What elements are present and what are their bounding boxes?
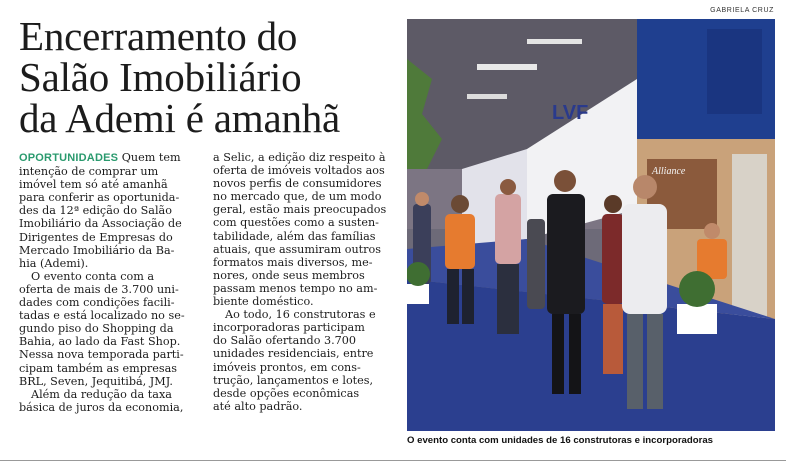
col2-line: até alto padrão. (213, 399, 303, 413)
col1-line: Imobiliário da Associação de (19, 217, 182, 231)
paragraph-1 (19, 151, 202, 270)
col1-line: Quem tem (121, 151, 181, 164)
photo-caption: O evento conta com unidades de 16 construtoras e incorporadoras (407, 435, 714, 446)
kicker: OPORTUNIDADES (19, 152, 119, 164)
col2-line: a Selic, a edição diz respeito à (213, 151, 386, 164)
article-column-1 (19, 151, 202, 414)
col1-line: hia (Ademi). (19, 256, 89, 270)
col1-line: tadas e está localizado no se- (19, 309, 185, 323)
col1-line: para conferir as oportunida- (19, 191, 180, 205)
col2-line: imóveis prontos, em cons- (213, 360, 361, 374)
paragraph-5 (213, 308, 399, 413)
col1-line: intenção de comprar um (19, 165, 159, 179)
col2-line: biente doméstico. (213, 295, 314, 309)
col1-line: Mercado Imobiliário da Ba- (19, 243, 175, 257)
event-photo (407, 19, 775, 431)
col1-line: imóvel tem só até amanhã (19, 178, 168, 192)
col1-line: oferta de mais de 3.700 uni- (19, 282, 179, 296)
ceiling-light (467, 94, 507, 99)
paragraph-2 (19, 270, 202, 388)
ceiling-light (527, 39, 582, 44)
col1-line: Bahia, ao lado da Fast Shop. (19, 335, 181, 349)
photo-illustration (407, 19, 775, 431)
col2-line: do Salão ofertando 3.700 (213, 334, 357, 348)
plant-left (407, 262, 430, 286)
col1-line: dades com condições facili- (19, 296, 175, 310)
article-column-2 (213, 151, 399, 413)
col2-line: novos perfis de consumidores (213, 177, 382, 191)
planter (677, 304, 717, 334)
col2-line: desde opções econômicas (213, 386, 360, 400)
col2-line: nores, onde seus membros (213, 268, 365, 282)
col2-line: Ao todo, 16 construtoras e (225, 308, 376, 322)
ceiling-light (477, 64, 537, 70)
bottom-rule (0, 460, 786, 461)
col1-line: Nessa nova temporada parti- (19, 348, 184, 362)
col2-line: com questões como a susten- (213, 216, 379, 230)
col1-line: cipam também as empresas (19, 361, 178, 375)
booth-sign: Alliance (652, 166, 686, 177)
headline-line-3: da Ademi é amanhã (19, 95, 341, 141)
col1-line: Dirigentes de Empresas do (19, 230, 173, 244)
col2-line: passam menos tempo no am- (213, 281, 378, 295)
col1-line: des da 12ª edição do Salão (19, 204, 172, 218)
col2-line: trução, lançamentos e lotes, (213, 373, 374, 387)
headline-line-2: Salão Imobiliário (19, 54, 302, 100)
booth-logo: LVF (552, 102, 589, 124)
col2-line: no mercado que, de um modo (213, 190, 382, 204)
col2-line: unidades residenciais, entre (213, 347, 374, 361)
col1-line: gundo piso do Shopping da (19, 322, 174, 336)
paragraph-3 (19, 388, 202, 414)
col1-line: Além da redução da taxa (31, 387, 172, 401)
col2-line: formatos mais diversos, me- (213, 255, 373, 269)
headline (19, 13, 399, 141)
paragraph-4 (213, 151, 399, 308)
col2-line: oferta de imóveis voltados aos (213, 164, 385, 178)
plant (679, 271, 715, 307)
col2-line: geral, estão mais preocupados (213, 203, 387, 217)
col1-line: O evento conta com a (31, 269, 155, 283)
col2-line: atuais, que assumiram outros (213, 242, 382, 256)
col1-line: básica de juros da economia, (19, 400, 184, 414)
booth-panel (707, 29, 762, 114)
headline-line-1: Encerramento do (19, 13, 298, 59)
col2-line: incorporadoras participam (213, 321, 365, 335)
planter-left (407, 284, 429, 304)
col1-line: BRL, Seven, Jequitibá, JMJ. (19, 374, 173, 388)
col2-line: tabilidade, além das famílias (213, 229, 376, 243)
photo-credit: GABRIELA CRUZ (710, 7, 774, 14)
